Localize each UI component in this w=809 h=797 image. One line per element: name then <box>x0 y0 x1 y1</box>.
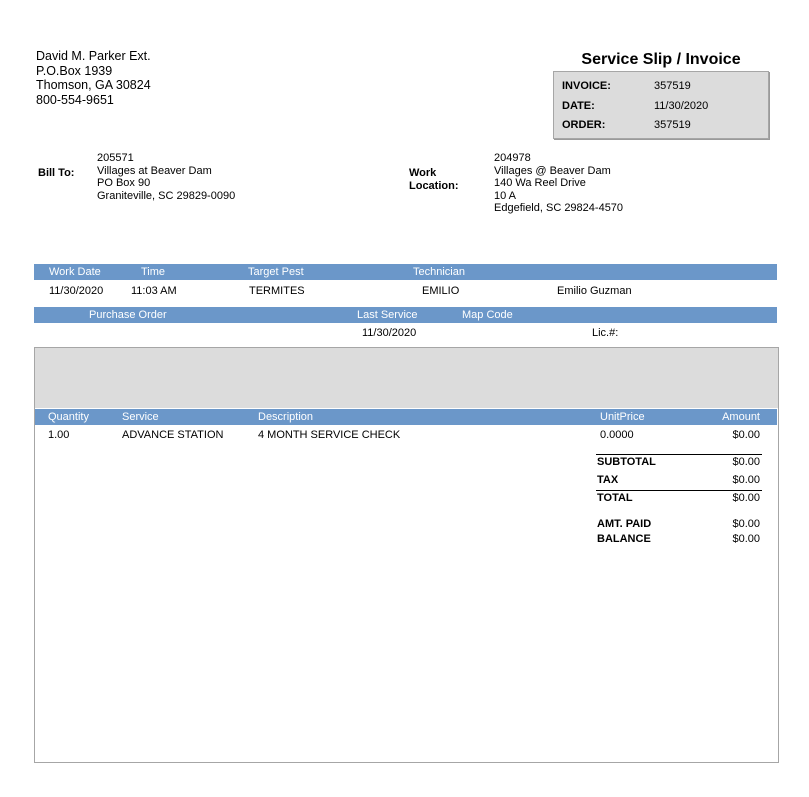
subtotal-label: SUBTOTAL <box>597 456 656 468</box>
last-service-value: 11/30/2020 <box>362 327 417 339</box>
invoice-label: INVOICE: <box>562 80 611 92</box>
bill-to-address1: PO Box 90 <box>97 177 151 189</box>
col-amount: Amount <box>722 411 760 423</box>
col-service: Service <box>122 411 159 423</box>
balance-label: BALANCE <box>597 533 651 545</box>
company-info <box>36 49 151 107</box>
work-location-label-line2: Location: <box>409 179 459 192</box>
subtotal-rule <box>596 454 762 455</box>
document-title: Service Slip / Invoice <box>581 51 741 68</box>
col-purchase-order: Purchase Order <box>89 309 167 321</box>
work-location-address1: 140 Wa Reel Drive <box>494 177 586 189</box>
work-location-label <box>409 167 459 192</box>
work-location-name: Villages @ Beaver Dam <box>494 164 611 177</box>
work-location-block <box>494 152 623 215</box>
items-header <box>35 409 777 425</box>
col-quantity: Quantity <box>48 411 89 423</box>
total-value: $0.00 <box>732 492 760 504</box>
col-unit-price: UnitPrice <box>600 411 645 423</box>
technician-name-value: Emilio Guzman <box>557 285 632 297</box>
item-amount: $0.00 <box>732 429 760 441</box>
bill-to-block <box>97 152 235 202</box>
tax-value: $0.00 <box>732 474 760 486</box>
date-label: DATE: <box>562 100 595 112</box>
company-name: David M. Parker Ext. <box>36 49 151 63</box>
total-label: TOTAL <box>597 492 633 504</box>
item-unit-price: 0.0000 <box>600 429 634 441</box>
order-label: ORDER: <box>562 119 606 131</box>
work-info-header <box>34 264 777 280</box>
subtotal-value: $0.00 <box>732 456 760 468</box>
work-location-label-line1: Work <box>409 167 437 179</box>
work-location-address3: Edgefield, SC 29824-4570 <box>494 202 624 214</box>
item-quantity: 1.00 <box>48 429 70 441</box>
bill-to-account: 205571 <box>97 152 134 164</box>
col-target-pest: Target Pest <box>248 266 304 278</box>
bill-to-address2: Graniteville, SC 29829-0090 <box>97 189 236 202</box>
date-value: 11/30/2020 <box>654 100 709 112</box>
work-date-value: 11/30/2020 <box>49 285 104 297</box>
invoice-value: 357519 <box>654 80 691 92</box>
bill-to-name: Villages at Beaver Dam <box>97 164 212 177</box>
notes-area <box>35 348 778 408</box>
col-technician: Technician <box>413 266 465 278</box>
bill-to-label: Bill To: <box>38 167 75 179</box>
target-pest-value: TERMITES <box>249 285 305 297</box>
invoice-summary-box <box>553 71 769 139</box>
technician-code-value: EMILIO <box>422 285 460 297</box>
company-address-line1: P.O.Box 1939 <box>36 63 113 78</box>
order-value: 357519 <box>654 119 691 131</box>
col-description: Description <box>258 411 314 423</box>
balance-value: $0.00 <box>732 533 760 545</box>
company-address-line2: Thomson, GA 30824 <box>36 78 151 92</box>
purchase-order-header <box>34 307 777 323</box>
col-last-service: Last Service <box>357 309 418 321</box>
amount-paid-label: AMT. PAID <box>597 518 652 530</box>
company-phone: 800-554-9651 <box>36 92 114 107</box>
item-description: 4 MONTH SERVICE CHECK <box>258 429 401 441</box>
total-rule <box>596 490 762 491</box>
work-location-address2: 10 A <box>494 189 517 202</box>
col-map-code: Map Code <box>462 309 513 321</box>
license-label: Lic.#: <box>592 327 619 339</box>
time-value: 11:03 AM <box>131 285 177 297</box>
amount-paid-value: $0.00 <box>732 518 760 530</box>
col-time: Time <box>141 266 166 278</box>
tax-label: TAX <box>597 474 619 486</box>
col-work-date: Work Date <box>49 266 101 278</box>
item-service: ADVANCE STATION <box>122 429 224 441</box>
work-location-account: 204978 <box>494 152 531 164</box>
